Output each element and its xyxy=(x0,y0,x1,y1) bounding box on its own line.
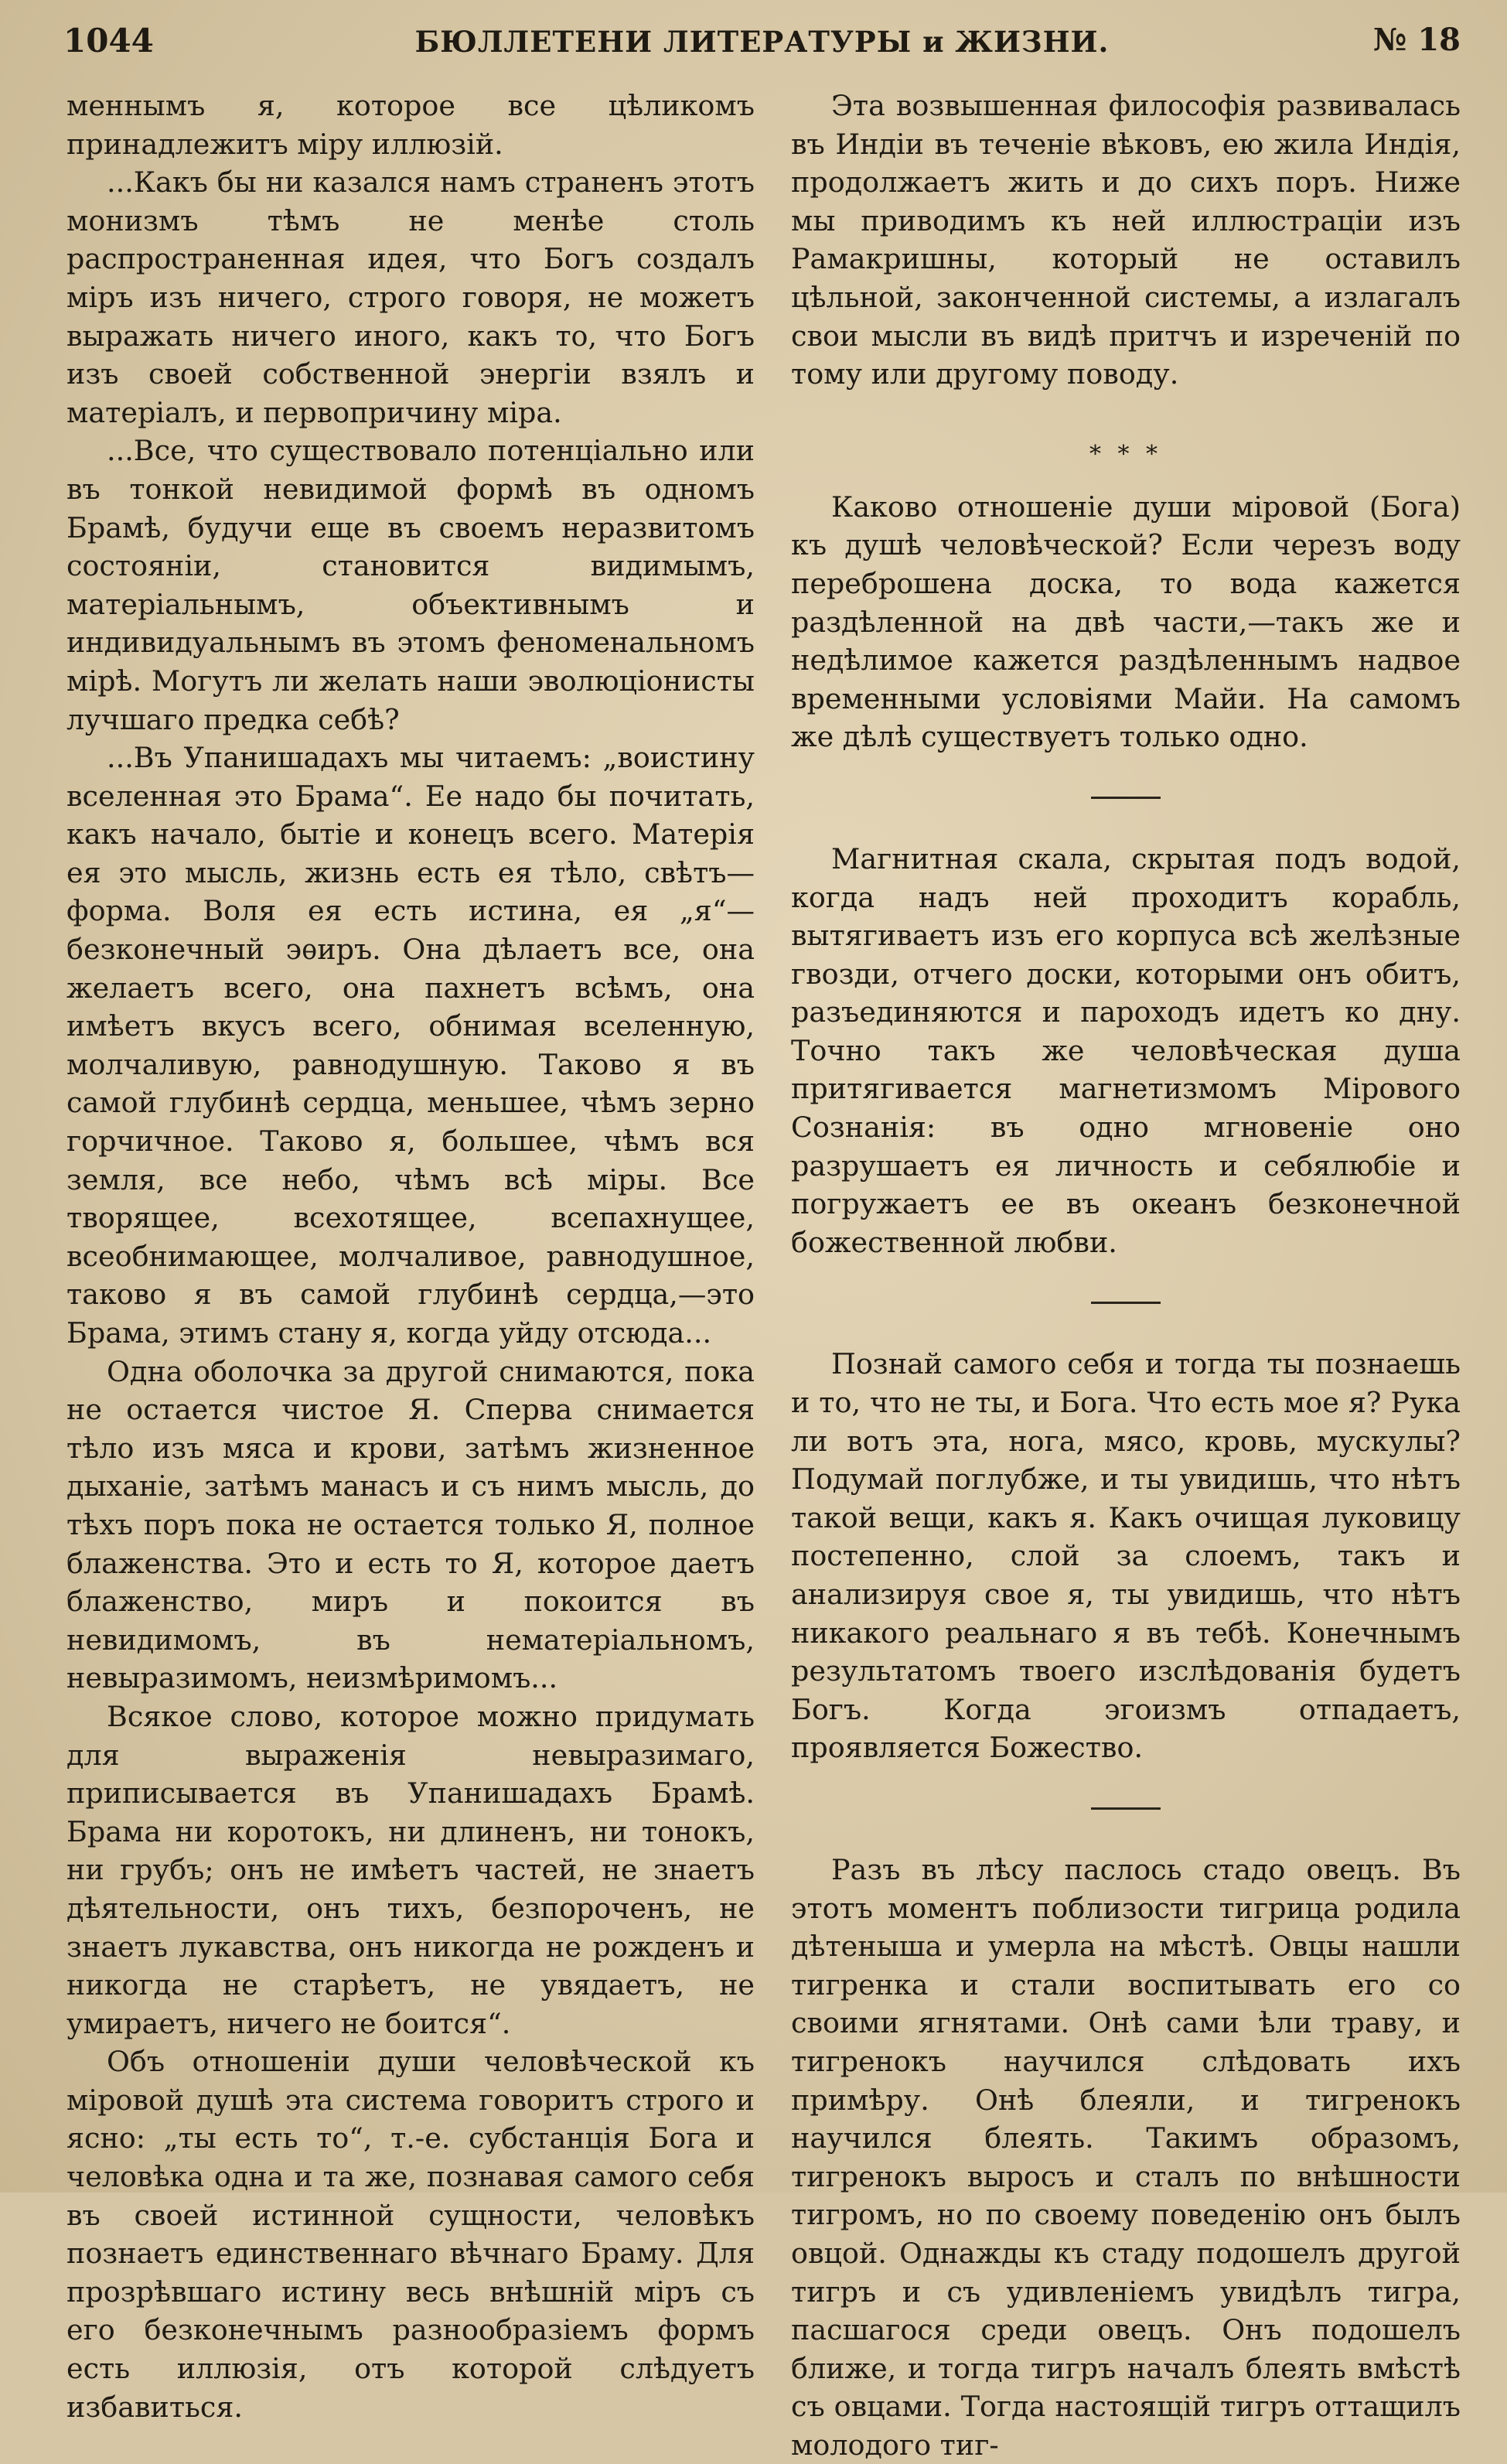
paragraph: Всякое слово, которое можно придумать для выраженія невыразимаго, приписывается въ Упанишадахъ Брамѣ. Брама ни коротокъ, ни длиненъ, ни тонокъ, ни грубъ; онъ не имѣетъ частей, не знаетъ дѣятельности, онъ тихъ, безпороченъ, не знаетъ лукавства, онъ никогда не рожденъ и никогда не старѣетъ, не увядаетъ, не умираетъ, ничего не боится“. xyxy=(66,1699,755,2040)
paragraph: ...Какъ бы ни казался намъ страненъ этотъ монизмъ тѣмъ не менѣе столь распространенная идея, что Богъ создалъ міръ изъ ничего, строго говоря, не можетъ выражать ничего иного, какъ то, что Богъ изъ своей собственной энергіи взялъ и матеріалъ, и первопричину міра. xyxy=(66,166,755,429)
section-asterisks: * * * xyxy=(1089,440,1163,468)
paragraph: Одна оболочка за другой снимаются, пока не остается чистое Я. Сперва снимается тѣло изъ мяса и крови, затѣмъ жизненное дыханіе, затѣмъ манасъ и съ нимъ мысль, до тѣхъ поръ пока не остается только Я, полное блаженства. Это и есть то Я, которое даетъ блаженство, миръ и покоится въ невидимомъ, въ нематеріальномъ, невыразимомъ, неизмѣримомъ... xyxy=(66,1354,755,1695)
section-divider xyxy=(791,1767,1461,1851)
issue-number: № 18 xyxy=(1372,22,1461,58)
running-title: БЮЛЛЕТЕНИ ЛИТЕРАТУРЫ и ЖИЗНИ. xyxy=(414,25,1110,59)
paragraph: ...Все, что существовало потенціально или въ тонкой невидимой формѣ въ одномъ Брамѣ, будучи еще въ своемъ неразвитомъ состояніи, становится видимымъ, матеріальнымъ, объективнымъ и индивидуальнымъ въ этомъ феноменальномъ мірѣ. Могутъ ли желать наши эволюціонисты лучшаго предка себѣ? xyxy=(66,434,755,736)
page-header xyxy=(63,14,1461,68)
page-number: 1044 xyxy=(63,22,154,60)
paragraph: ...Въ Упанишадахъ мы читаемъ: „воистину вселенная это Брама“. Ее надо бы почитать, какъ начало, бытіе и конецъ всего. Матерія ея это мысль, жизнь есть ея тѣло, свѣтъ—форма. Воля ея есть истина, ея „я“—безконечный эѳиръ. Она дѣлаетъ все, она желаетъ всего, она пахнетъ всѣмъ, она имѣетъ вкусъ всего, обнимая вселенную, молчаливую, равнодушную. Таково я въ самой глубинѣ сердца, меньшее, чѣмъ зерно горчичное. Таково я, большее, чѣмъ вся земля, все небо, чѣмъ всѣ міры. Все творящее, всехотящее, всепахнущее, всеобнимающее, молчаливое, равнодушное, таково я въ самой глубинѣ сердца,—это Брама, этимъ стану я, когда уйду отсюда... xyxy=(66,741,755,1350)
paragraph: Магнитная скала, скрытая подъ водой, когда надъ ней проходитъ корабль, вытягиваетъ изъ его корпуса всѣ желѣзные гвозди, отчего доски, которыми онъ обитъ, разъединяются и пароходъ идетъ ко дну. Точно такъ же человѣческая душа притягивается магнетизмомъ Мірового Сознанія: въ одно мгновеніе оно разрушаетъ ея личность и себялюбіе и погружаетъ ее въ океанъ безконечной божественной любви. xyxy=(791,841,1461,1259)
left-column xyxy=(66,87,755,2426)
paragraph: Познай самого себя и тогда ты познаешь и то, что не ты, и Бога. Что есть мое я? Рука ли вотъ эта, нога, мясо, кровь, мускулы? Подумай поглубже, и ты увидишь, что нѣтъ такой вещи, какъ я. Какъ очищая луковицу постепенно, слой за слоемъ, такъ и анализируя свое я, ты увидишь, что нѣтъ никакого реальнаго я въ тебѣ. Конечнымъ результатомъ твоего изслѣдованія будетъ Богъ. Когда эгоизмъ отпадаетъ, проявляется Божество. xyxy=(791,1347,1461,1765)
right-column xyxy=(791,87,1461,2464)
paragraph: Каково отношеніе души міровой (Бога) къ душѣ человѣческой? Если черезъ воду переброшена доска, то вода кажется раздѣленной на двѣ части,—такъ же и недѣлимое кажется раздѣленнымъ надвое временными условіями Майи. На самомъ же дѣлѣ существуетъ только одно. xyxy=(791,490,1461,754)
section-divider xyxy=(791,1261,1461,1345)
section-divider xyxy=(791,756,1461,840)
paragraph: Разъ въ лѣсу паслось стадо овецъ. Въ этотъ моментъ поблизости тигрица родила дѣтеныша и умерла на мѣстѣ. Овцы нашли тигренка и стали воспитывать его со своими ягнятами. Онѣ сами ѣли траву, и тигренокъ научился слѣдовать ихъ примѣру. Онѣ блеяли, и тигренокъ научился блеять. Такимъ образомъ, тигренокъ выросъ и сталъ по внѣшности тигромъ, но по своему поведенію онъ былъ овцой. Однажды къ стаду подошелъ другой тигръ и съ удивленіемъ увидѣлъ тигра, пасшагося среди овецъ. Онъ подошелъ ближе, и тогда тигръ началъ блеять вмѣстѣ съ овцами. Тогда настоящій тигръ оттащилъ молодого тиг- xyxy=(791,1852,1461,2462)
paragraph: Объ отношеніи души человѣческой къ міровой душѣ эта система говоритъ строго и ясно: „ты есть то“, т.-е. субстанція Бога и человѣка одна и та же, познавая самого себя въ своей истинной сущности, человѣкъ познаетъ единственнаго вѣчнаго Браму. Для прозрѣвшаго истину весь внѣшній міръ съ его безконечнымъ разнообразіемъ формъ есть иллюзія, отъ которой слѣдуетъ избавиться. xyxy=(66,2045,755,2424)
paragraph: меннымъ я, которое все цѣликомъ принадлежитъ міру иллюзій. xyxy=(66,89,755,161)
spacer xyxy=(791,394,1461,421)
paragraph: Эта возвышенная философія развивалась въ Индіи въ теченіе вѣковъ, ею жила Индія, продолжаетъ жить и до сихъ поръ. Ниже мы приводимъ къ ней иллюстраціи изъ Рамакришны, который не оставилъ цѣльной, законченной системы, а излагалъ свои мысли въ видѣ притчъ и изреченій по тому или другому поводу. xyxy=(791,89,1461,391)
